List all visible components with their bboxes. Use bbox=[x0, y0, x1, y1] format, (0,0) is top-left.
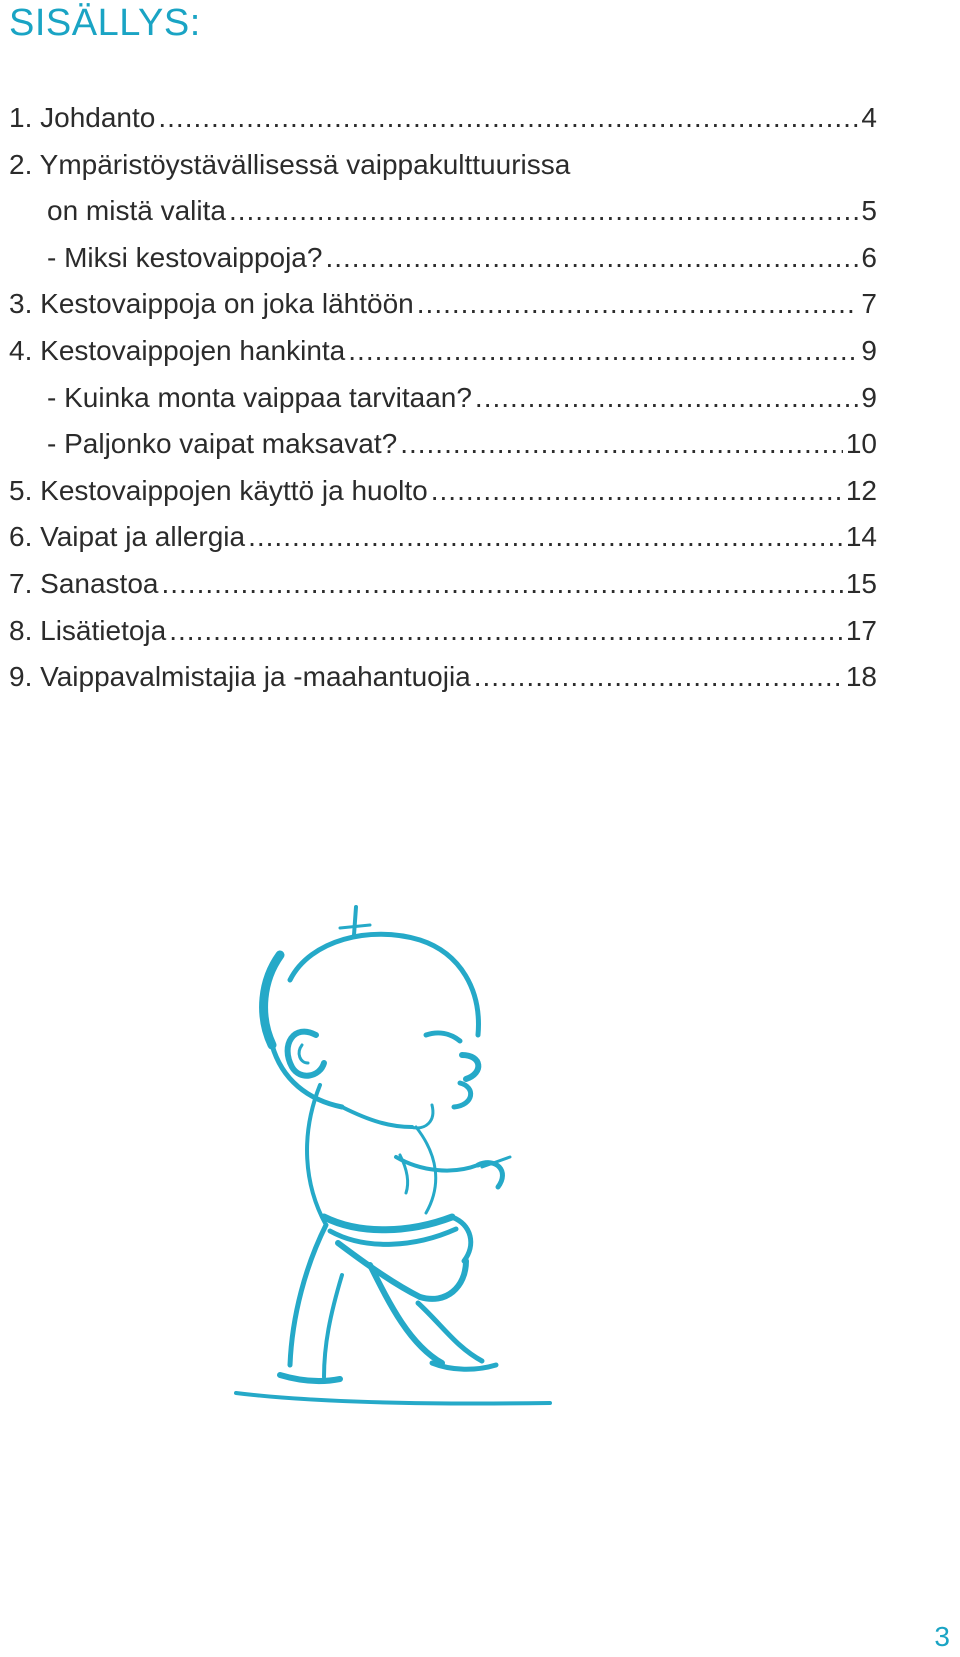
toc-entry-text: - Kuinka monta vaippaa tarvitaan? bbox=[47, 381, 472, 413]
toc-entry-text: on mistä valita bbox=[47, 195, 226, 227]
toc-entry-vaippavalmistajia[interactable] bbox=[9, 658, 877, 705]
toc-entry-sanastoa[interactable] bbox=[9, 565, 877, 612]
toc-page-number: 18 bbox=[845, 661, 877, 693]
table-of-contents bbox=[9, 99, 877, 705]
toc-entry-text: 8. Lisätietoja bbox=[9, 614, 167, 646]
toc-subentry-miksi-kestovaippoja[interactable] bbox=[9, 239, 877, 286]
toc-entry-text: 3. Kestovaippoja on joka lähtöön bbox=[9, 288, 414, 320]
toc-leader-dots bbox=[169, 612, 843, 650]
toc-leader-dots bbox=[158, 99, 858, 137]
toc-page-number: 9 bbox=[861, 334, 877, 366]
toc-page-number: 4 bbox=[861, 102, 877, 133]
toc-entry-kestovaippoja-on-joka-lahtoon[interactable] bbox=[9, 285, 877, 332]
toc-entry-continuation[interactable] bbox=[9, 192, 877, 239]
toc-subentry-paljonko-maksavat[interactable] bbox=[9, 425, 877, 472]
toc-leader-dots bbox=[248, 518, 843, 556]
toc-page-number: 5 bbox=[861, 195, 877, 227]
toc-entry-text: 4. Kestovaippojen hankinta bbox=[9, 334, 346, 366]
toc-leader-dots bbox=[431, 472, 843, 510]
toc-page-number: 15 bbox=[845, 567, 877, 599]
toc-leader-dots bbox=[417, 285, 859, 323]
toc-leader-dots bbox=[475, 379, 859, 417]
baby-illustration bbox=[220, 895, 580, 1425]
toc-leader-dots bbox=[348, 332, 858, 370]
toc-entry-text: 9. Vaippavalmistajia ja -maahantuojia bbox=[9, 661, 471, 693]
toc-entry-kaytto-ja-huolto[interactable] bbox=[9, 472, 877, 519]
toc-entry-johdanto[interactable] bbox=[9, 99, 877, 146]
toc-entry-text: - Paljonko vaipat maksavat? bbox=[47, 428, 398, 460]
toc-entry-text: 6. Vaipat ja allergia bbox=[9, 521, 246, 553]
toc-entry-text: 7. Sanastoa bbox=[9, 567, 159, 599]
toc-page-number: 7 bbox=[861, 288, 877, 320]
page-number: 3 bbox=[934, 1621, 950, 1652]
toc-entry-kestovaippojen-hankinta[interactable] bbox=[9, 332, 877, 379]
toc-entry-text: 2. Ympäristöystävällisessä vaippakulttuurissa bbox=[9, 148, 571, 180]
toc-entry-text: 1. Johdanto bbox=[9, 102, 156, 133]
toc-page-number: 14 bbox=[845, 521, 877, 553]
toc-subentry-kuinka-monta[interactable] bbox=[9, 379, 877, 426]
toc-entry-text: 5. Kestovaippojen käyttö ja huolto bbox=[9, 474, 428, 506]
toc-page-number: 9 bbox=[861, 381, 877, 413]
toc-entry-lisatietoja[interactable] bbox=[9, 612, 877, 659]
toc-leader-dots bbox=[161, 565, 842, 603]
toc-entry-text: - Miksi kestovaippoja? bbox=[47, 241, 323, 273]
toc-leader-dots bbox=[229, 192, 858, 230]
toc-page-number: 6 bbox=[861, 241, 877, 273]
toc-page-number: 17 bbox=[845, 614, 877, 646]
toc-leader-dots bbox=[474, 658, 843, 696]
toc-page-number: 12 bbox=[845, 474, 877, 506]
toc-entry-vaipat-ja-allergia[interactable] bbox=[9, 518, 877, 565]
toc-page-number: 10 bbox=[845, 428, 877, 460]
toc-leader-dots bbox=[400, 425, 843, 463]
page-title: SISÄLLYS: bbox=[9, 2, 201, 44]
toc-leader-dots bbox=[325, 239, 858, 277]
toc-entry-ymparistoystavallisessa[interactable] bbox=[9, 146, 877, 193]
